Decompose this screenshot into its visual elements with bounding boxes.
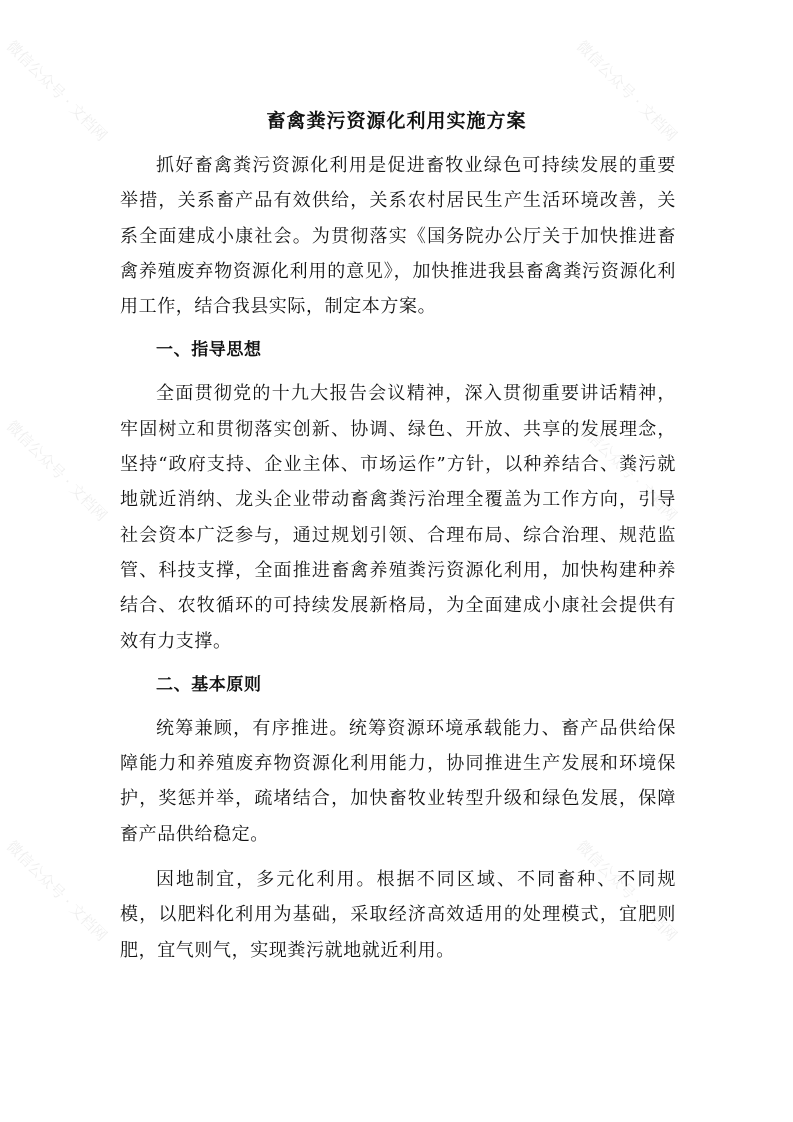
document-title: 畜禽粪污资源化利用实施方案 xyxy=(266,110,527,132)
watermark: 微信公众号 · 文档网 xyxy=(2,837,111,945)
document-body xyxy=(120,148,676,968)
section-paragraph: 统筹兼顾，有序推进。统筹资源环境承载能力、畜产品供给保障能力和养殖废弃物资源化利用能力，协同推进生产发展和环境保护，奖惩并举，疏堵结合，加快畜牧业转型升级和绿色发展，保障畜产品供给稳定。 xyxy=(120,717,676,845)
watermark: 微信公众号 · 文档网 xyxy=(2,417,111,525)
watermark: 微信公众号 · 文档网 xyxy=(572,837,681,945)
watermark: 微信公众号 · 文档网 xyxy=(2,37,111,145)
watermark: 微信公众号 · 文档网 xyxy=(572,37,681,145)
intro-paragraph: 抓好畜禽粪污资源化利用是促进畜牧业绿色可持续发展的重要举措，关系畜产品有效供给，关系农村居民生产生活环境改善，关系全面建成小康社会。为贯彻落实《国务院办公厅关于加快推进畜禽养殖废弃物资源化利用的意见》，加快推进我县畜禽粪污资源化利用工作，结合我县实际，制定本方案。 xyxy=(120,155,676,318)
section-paragraph: 全面贯彻党的十九大报告会议精神，深入贯彻重要讲话精神，牢固树立和贯彻落实创新、协调、绿色、开放、共享的发展理念，坚持“政府支持、企业主体、市场运作”方针，以种养结合、粪污就地就近消纳、龙头企业带动畜禽粪污治理全覆盖为工作方向，引导社会资本广泛参与，通过规划引领、合理布局、综合治理、规范监管、科技支撑，全面推进畜禽养殖粪污资源化利用，加快构建种养结合、农牧循环的可持续发展新格局，为全面建成小康社会提供有效有力支撑。 xyxy=(120,383,676,652)
section-paragraph: 因地制宜，多元化利用。根据不同区域、不同畜种、不同规模，以肥料化利用为基础，采取经济高效适用的处理模式，宜肥则肥，宜气则气，实现粪污就地就近利用。 xyxy=(120,869,676,961)
section-heading: 二、基本原则 xyxy=(156,674,262,695)
watermark: 微信公众号 · 文档网 xyxy=(572,417,681,525)
section-heading: 一、指导思想 xyxy=(156,340,262,361)
